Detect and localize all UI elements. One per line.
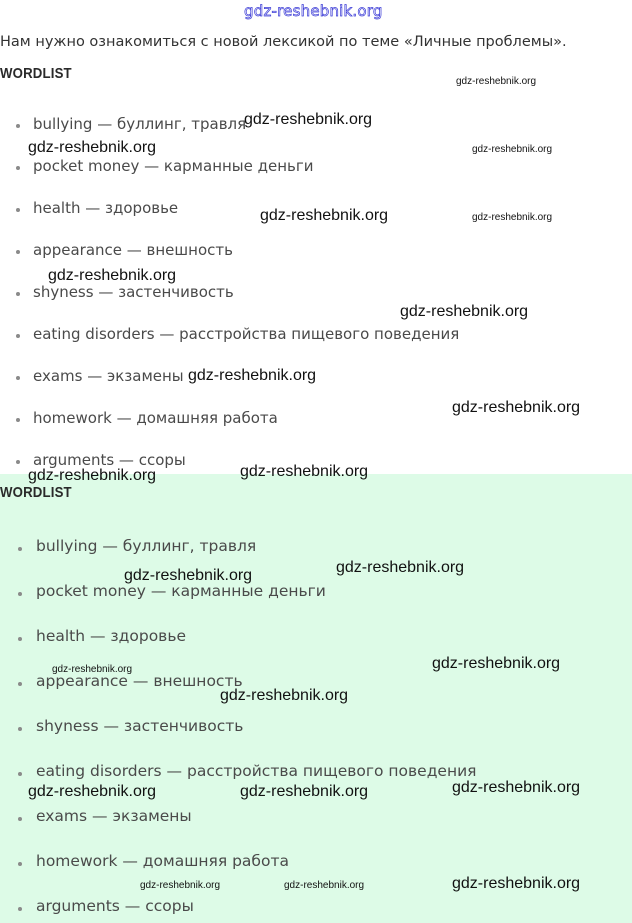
bullet-icon xyxy=(18,727,22,731)
watermark: gdz-reshebnik.org xyxy=(472,212,553,223)
watermark: gdz-reshebnik.org xyxy=(400,303,529,320)
watermark: gdz-reshebnik.org xyxy=(472,144,553,155)
wordlist-entry: bullying — буллинг, травля xyxy=(33,115,247,133)
wordlist-entry: bullying — буллинг, травля xyxy=(36,537,257,555)
watermark: gdz-reshebnik.org xyxy=(456,76,537,87)
wordlist-entry: appearance — внешность xyxy=(33,241,233,259)
watermark: gdz-reshebnik.org xyxy=(240,783,369,800)
wordlist-entry: pocket money — карманные деньги xyxy=(33,157,314,175)
watermark: gdz-reshebnik.org xyxy=(452,399,581,416)
bullet-icon xyxy=(18,817,22,821)
watermark: gdz-reshebnik.org xyxy=(140,880,221,891)
watermark: gdz-reshebnik.org xyxy=(432,655,561,672)
watermark: gdz-reshebnik.org xyxy=(48,267,177,284)
bullet-icon xyxy=(18,907,22,911)
site-watermark-header: gdz-reshebnik.org xyxy=(244,2,383,20)
wordlist-entry: pocket money — карманные деньги xyxy=(36,582,326,600)
wordlist-entry: shyness — застенчивость xyxy=(33,283,234,301)
bullet-icon xyxy=(18,772,22,776)
bullet-icon xyxy=(16,250,20,254)
watermark: gdz-reshebnik.org xyxy=(28,783,157,800)
wordlist-entry: shyness — застенчивость xyxy=(36,717,244,735)
watermark: gdz-reshebnik.org xyxy=(244,111,373,128)
wordlist-entry: arguments — ссоры xyxy=(36,897,194,915)
intro-text: Нам нужно ознакомиться с новой лексикой по теме «Личные проблемы». xyxy=(0,34,567,50)
watermark: gdz-reshebnik.org xyxy=(336,559,465,576)
bullet-icon xyxy=(18,682,22,686)
wordlist-entry: eating disorders — расстройства пищевого поведения xyxy=(36,762,477,780)
watermark: gdz-reshebnik.org xyxy=(28,139,157,156)
wordlist-entry: appearance — внешность xyxy=(36,672,243,690)
bullet-icon xyxy=(18,862,22,866)
bullet-icon xyxy=(18,547,22,551)
wordlist-entry: eating disorders — расстройства пищевого поведения xyxy=(33,325,460,343)
bullet-icon xyxy=(16,418,20,422)
wordlist-entry: health — здоровье xyxy=(33,199,179,217)
bullet-icon xyxy=(16,208,20,212)
watermark: gdz-reshebnik.org xyxy=(188,367,317,384)
wordlist-title: WORDLIST xyxy=(0,65,72,82)
wordlist-entry: exams — экзамены xyxy=(33,367,184,385)
watermark: gdz-reshebnik.org xyxy=(452,779,581,796)
bullet-icon xyxy=(18,637,22,641)
wordlist-entry: health — здоровье xyxy=(36,627,186,645)
bullet-icon xyxy=(16,376,20,380)
bullet-icon xyxy=(16,334,20,338)
bullet-icon xyxy=(16,460,20,464)
bullet-icon xyxy=(18,592,22,596)
wordlist-entry: exams — экзамены xyxy=(36,807,192,825)
watermark: gdz-reshebnik.org xyxy=(260,207,389,224)
watermark: gdz-reshebnik.org xyxy=(284,880,365,891)
wordlist-entry: homework — домашняя работа xyxy=(33,409,278,427)
watermark: gdz-reshebnik.org xyxy=(220,687,349,704)
bullet-icon xyxy=(16,292,20,296)
bullet-icon xyxy=(16,124,20,128)
wordlist-entry: arguments — ссоры xyxy=(33,451,186,469)
watermark: gdz-reshebnik.org xyxy=(452,875,581,892)
watermark: gdz-reshebnik.org xyxy=(124,567,253,584)
watermark: gdz-reshebnik.org xyxy=(52,664,133,675)
watermark: gdz-reshebnik.org xyxy=(28,467,157,484)
wordlist-entry: homework — домашняя работа xyxy=(36,852,289,870)
bullet-icon xyxy=(16,166,20,170)
wordlist-title: WORDLIST xyxy=(0,484,72,501)
watermark: gdz-reshebnik.org xyxy=(240,463,369,480)
